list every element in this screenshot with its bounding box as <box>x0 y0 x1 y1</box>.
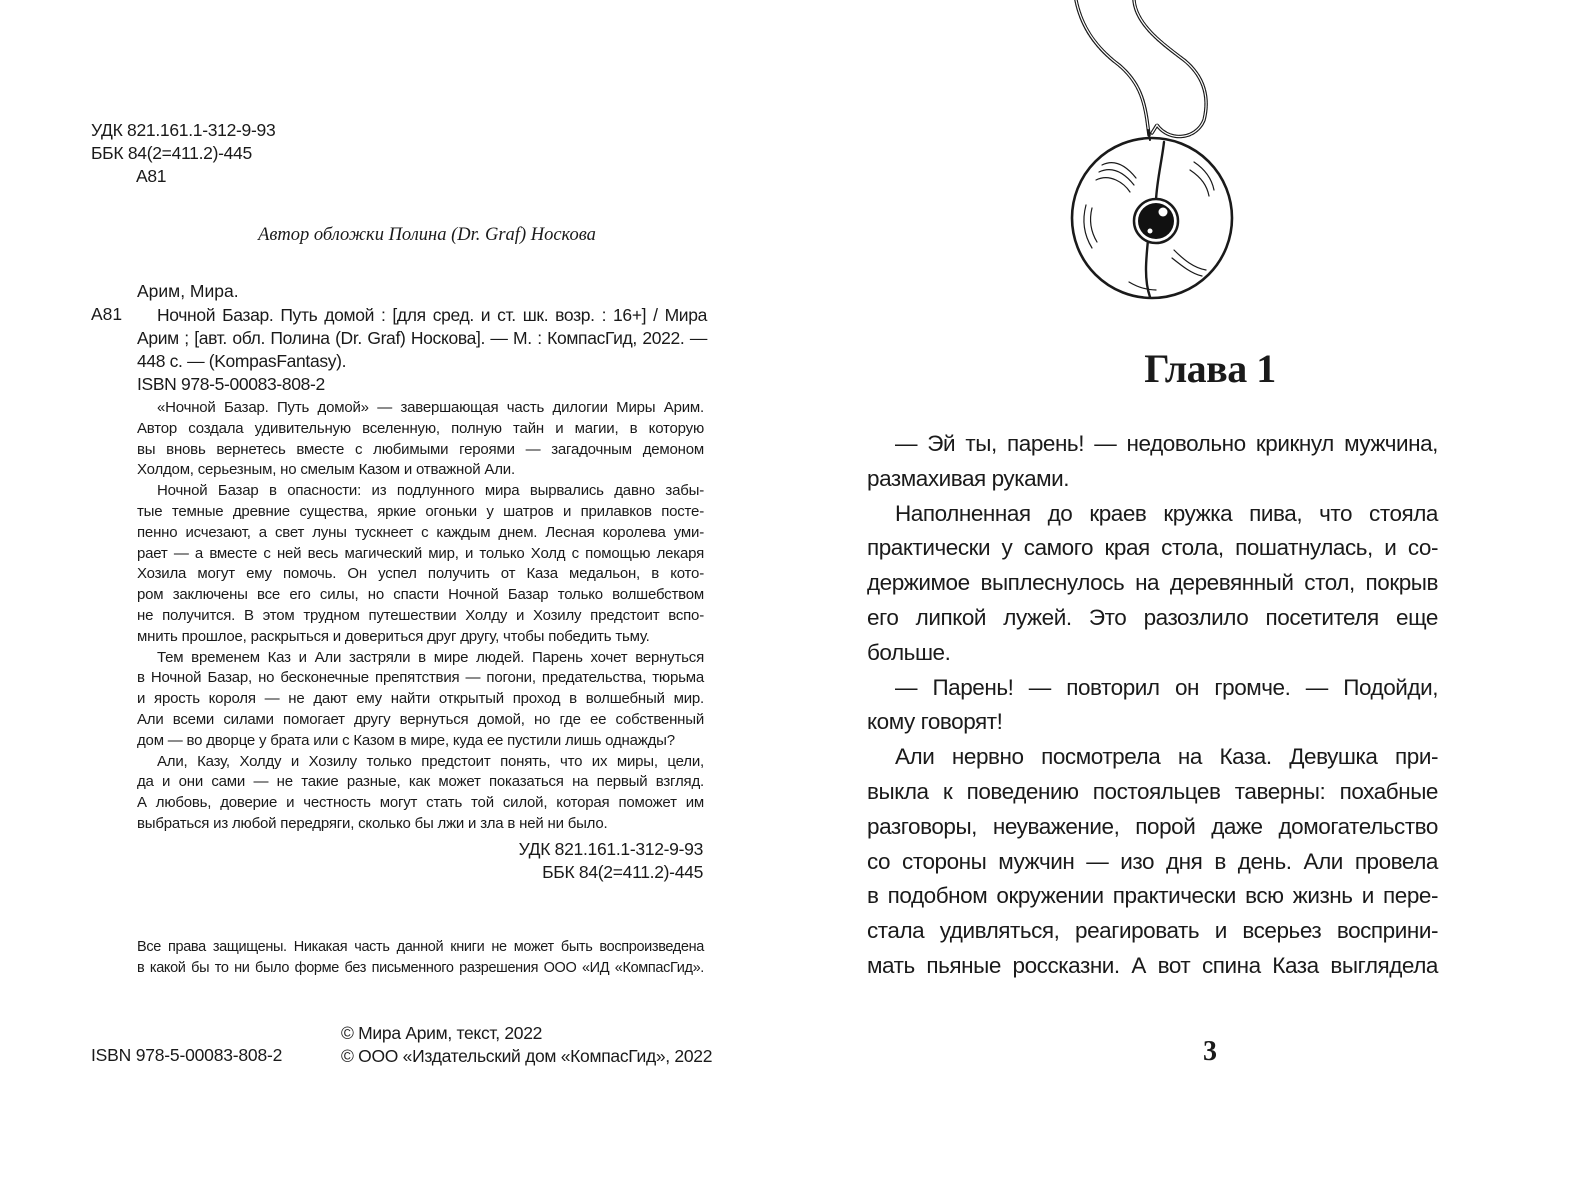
annotation-line: ром заключены все его силы, но спасти Ночной Базар только волшебством <box>137 586 704 604</box>
copyright-block <box>341 1022 712 1068</box>
body-line: размахивая руками. <box>867 465 1070 491</box>
bib-line: Ночной Базар. Путь домой : [для сред. и ст. шк. возр. : 16+] / Мира <box>157 305 707 325</box>
bib-isbn: ISBN 978-5-00083-808-2 <box>137 374 325 394</box>
chapter-body-text <box>867 427 1438 984</box>
annotation-line: А любовь, доверие и честность могут стать той силой, которая поможет им <box>137 794 704 812</box>
udk-code: УДК 821.161.1-312-9-93 <box>91 120 276 140</box>
annotation-line: и ярость короля — не дают ему найти открытый проход в волшебный мир. <box>137 690 704 708</box>
book-annotation <box>137 398 704 835</box>
annotation-line: рает — а вместе с ней весь магический мир, и только Холд с помощью лекаря <box>137 544 704 562</box>
body-line: больше. <box>867 639 951 665</box>
udk-code: УДК 821.161.1-312-9-93 <box>518 839 703 859</box>
body-line: в подобном окружении практически всю жизнь и пере- <box>867 883 1438 909</box>
annotation-line: дом — во дворце у брата или с Казом в мире, куда ее пустили лишь однажды? <box>137 731 675 749</box>
rights-line: Все права защищены. Никакая часть данной книги не может быть воспроизведена <box>137 939 704 955</box>
body-line: стала удивляться, реагировать и всерьез восприни- <box>867 918 1438 944</box>
body-line: — Эй ты, парень! — недовольно крикнул мужчина, <box>895 431 1438 456</box>
annotation-line: пенно исчезают, а свет луны тускнеет с каждым днем. Лесная королева уми- <box>137 523 704 541</box>
bibliographic-record <box>137 304 707 396</box>
chapter-title: Глава 1 <box>1144 346 1276 391</box>
rights-notice <box>137 937 704 979</box>
rights-line: в какой бы то ни было форме без письменного разрешения ООО «ИД «КомпасГид». <box>137 960 704 976</box>
body-line: со стороны мужчин — изо дня в день. Али провела <box>867 848 1438 874</box>
copyright-publisher: © ООО «Издательский дом «КомпасГид», 2022 <box>341 1046 713 1066</box>
annotation-line: вы вновь вернетесь вместе с любимыми героями — загадочным демоном <box>137 440 704 458</box>
bbk-code: ББК 84(2=411.2)-445 <box>91 143 252 163</box>
annotation-line: Ночной Базар в опасности: из подлунного мира вырвались давно забы- <box>157 482 704 500</box>
annotation-line: «Ночной Базар. Путь домой» — завершающая часть дилогии Миры Арим. <box>157 399 704 416</box>
annotation-line: Али, Казу, Холду и Хозилу только предстоит понять, что их миры, цели, <box>157 752 704 770</box>
bib-line: Арим ; [авт. обл. Полина (Dr. Graf) Носкова]. — М. : КомпасГид, 2022. — <box>137 328 707 348</box>
page-number: 3 <box>1203 1036 1217 1067</box>
bbk-code: ББК 84(2=411.2)-445 <box>542 862 703 882</box>
body-line: мать пьяные россказни. А вот спина Каза выглядела <box>867 952 1438 978</box>
isbn: ISBN 978-5-00083-808-2 <box>91 1045 283 1065</box>
body-line: кому говорят! <box>867 709 1003 735</box>
body-line: Али нервно посмотрела на Каза. Девушка при- <box>895 744 1438 770</box>
annotation-line: тые темные древние существа, яркие огоньки у шатров и прилавков посте- <box>137 502 704 520</box>
bib-line: 448 с. — (KompasFantasy). <box>137 351 347 371</box>
annotation-line: Али всеми силами помогает другу вернуться домой, но где ее собственный <box>137 710 704 728</box>
author-mark: А81 <box>136 166 167 186</box>
annotation-line: Хозила могут ему помочь. Он успел получить от Каза медальон, в кото- <box>137 565 704 583</box>
bibliographic-author: Арим, Мира. <box>137 281 239 301</box>
body-line: — Парень! — повторил он громче. — Подойди, <box>895 674 1438 700</box>
cover-author-credit: Автор обложки Полина (Dr. Graf) Носкова <box>258 225 596 245</box>
annotation-line: Автор создала удивительную вселенную, полную тайн и магии, в которую <box>137 419 704 437</box>
annotation-line: Тем временем Каз и Али застряли в мире людей. Парень хочет вернуться <box>157 648 704 666</box>
body-line: выкла к поведению постояльцев таверны: похабные <box>867 778 1438 804</box>
medallion-pendant-illustration <box>1044 0 1264 310</box>
annotation-line: выбраться из любой передряги, сколько бы лжи и зла в ней ни было. <box>137 814 608 832</box>
annotation-line: в Ночной Базар, но бесконечные препятствия — погони, предательства, тюрьма <box>137 669 704 687</box>
classification-codes <box>91 119 275 188</box>
annotation-line: да и они сами — не такие разные, как может показаться на первый взгляд. <box>137 773 704 791</box>
bibliographic-index: А81 <box>91 304 123 324</box>
body-line: практически у самого края стола, пошатнулась, и со- <box>867 535 1438 561</box>
copyright-text: © Мира Арим, текст, 2022 <box>341 1023 543 1043</box>
body-line: его липкой лужей. Это разозлило посетителя еще <box>867 604 1438 630</box>
body-line: Наполненная до краев кружка пива, что стояла <box>895 500 1438 526</box>
right-page-chapter <box>794 0 1588 1191</box>
annotation-line: не получится. В этом трудном путешествии Холду и Хозилу предстоит вспо- <box>137 606 704 624</box>
body-line: разговоры, неуважение, порой даже домогательство <box>867 813 1438 839</box>
body-line: держимое выплеснулось на деревянный стол, покрыв <box>867 570 1438 596</box>
medallion-icon <box>1044 0 1264 310</box>
classification-codes-footer <box>519 838 703 884</box>
annotation-line: мнить прошлое, раскрыться и довериться друг другу, чтобы победить тьму. <box>137 627 650 645</box>
annotation-line: Холдом, серьезным, но смелым Казом и отважной Али. <box>137 461 515 479</box>
